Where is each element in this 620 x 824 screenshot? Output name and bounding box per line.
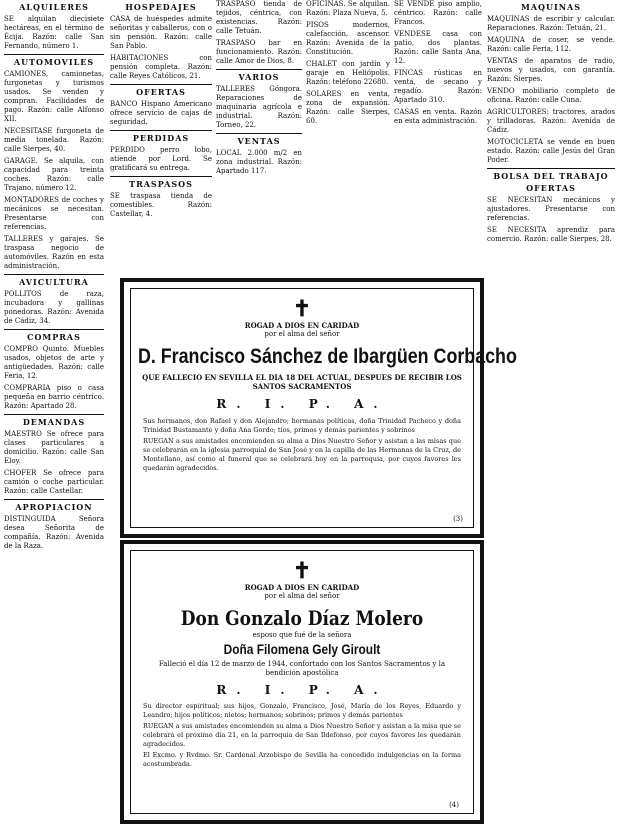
classified-ad: CHALET con jardín y garaje en Heliópolis. Razón: teléfono 22680.	[306, 60, 390, 86]
column-3	[216, 0, 302, 276]
classified-ad: DISTINGUIDA Señora desea Señorita de compañía. Razón: Avenida de la Raza.	[4, 515, 104, 550]
classified-ad: VENDO mobiliario completo de oficina. Razón: calle Cuna.	[487, 87, 615, 104]
notice-inner-border	[130, 550, 474, 814]
classified-ad: PISOS modernos, calefacción, ascensor. Razón: Avenida de la Constitución.	[306, 21, 390, 56]
divider	[4, 329, 104, 330]
classified-ad: NECESITASE furgoneta de media tonelada. Razón: calle Sierpes, 40.	[4, 127, 104, 153]
classified-ad: VENTAS de aparatos de radio, nuevos y usados, con garantía. Razón: Sierpes.	[487, 57, 615, 83]
ripa-text: R. I. P. A.	[216, 397, 388, 411]
section-heading: HOSPEDAJES	[125, 2, 197, 12]
classified-ad: GARAGE. Se alquila, con capacidad para treinta coches. Razón: calle Trajano, número 12.	[4, 157, 104, 192]
classified-ad: TRASPASO tienda de tejidos, céntrica, con existencias. Razón: calle Tetuán.	[216, 0, 302, 35]
section-heading: AVICULTURA	[19, 277, 89, 287]
divider	[110, 130, 212, 131]
classified-ad: SE NECESITA aprendiz para comercio. Razón: calle Sierpes, 28.	[487, 226, 615, 243]
classified-ad: AGRICULTORES: tractores, arados y trilladoras. Razón: Avenida de Cádiz.	[487, 108, 615, 134]
notice-prayer: ROGAD A DIOS EN CARIDAD	[244, 583, 360, 592]
notice-date-line: QUE FALLECIO EN SEVILLA EL DIA 18 DEL ACTUAL, DESPUES DE RECIBIR LOS SANTOS SACRAMENTOS	[142, 373, 462, 391]
section-heading: OFERTAS	[136, 87, 186, 97]
section-heading: BOLSA DEL TRABAJO	[493, 171, 609, 181]
classified-ad: COMPRO Quinto. Muebles usados, objetos de arte y antigüedades. Razón: calle Feria, 12.	[4, 345, 104, 380]
notice-indulgence: El Excmo. y Rvdmo. Sr. Cardenal Arzobispo de Sevilla ha concedido indulgencias en la forma acostumbrada.	[143, 751, 461, 768]
classified-ad: CHOFER Se ofrece para camión o coche particular. Razón: calle Castellar.	[4, 469, 104, 495]
column-2	[110, 0, 212, 276]
classified-ad: SE NECESITAN mecánicos y ajustadores. Presentarse con referencias.	[487, 196, 615, 222]
cross-icon: ✝	[292, 296, 312, 322]
divider	[487, 168, 615, 169]
notice-subtitle: por el alma del señor	[264, 592, 340, 600]
notice-prayer: ROGAD A DIOS EN CARIDAD	[244, 321, 360, 330]
divider	[4, 274, 104, 275]
classified-ad: MOTOCICLETA se vende en buen estado. Razón: calle Jesús del Gran Poder.	[487, 138, 615, 164]
deceased-name: Don Gonzalo Díaz Molero	[180, 606, 424, 630]
classified-ad: SE alquilan diecisiete hectáreas, en el término de Écija. Razón: calle San Fernando, número 1.	[4, 15, 104, 50]
classified-ad: PERDIDO perro lobo, atiende por Lord. Se gratificará su entrega.	[110, 146, 212, 172]
classified-ad: MAQUINA de coser, se vende. Razón: calle Feria, 112.	[487, 36, 615, 53]
notice-spouse-line: esposo que fué de la señora	[252, 631, 352, 639]
section-heading: VENTAS	[237, 136, 281, 146]
notice-family: Su director espiritual; sus hijos, Gonzalo, Francisco, José, María de los Reyes, Eduardo y Leandro; hijos políticos; nietos; hermanos; sobrinos; primos y demás parientes	[143, 702, 461, 719]
divider	[4, 54, 104, 55]
classified-ad: OFICINAS. Se alquilan. Razón: Plaza Nueva, 5.	[306, 0, 390, 17]
divider	[110, 176, 212, 177]
classified-ad: VENDESE casa con patio, dos plantas. Razón: calle Santa Ana, 12.	[394, 30, 482, 65]
section-heading: TRASPASOS	[129, 179, 193, 189]
notice-subtitle: por el alma del señor	[264, 330, 340, 338]
section-heading: APROPIACION	[15, 502, 93, 512]
classified-ad: CAMIONES, camionetas, furgonetas y turismos usados. Se venden y compran. Facilidades de pago. Razón: calle Alfonso XII.	[4, 70, 104, 123]
deceased-name: D. Francisco Sánchez de Ibargüen Corbacho	[137, 345, 517, 368]
section-heading: COMPRAS	[27, 332, 81, 342]
classified-ad: MAQUINAS de escribir y calcular. Reparaciones. Razón: Tetuán, 21.	[487, 15, 615, 32]
obituary-notice-1	[120, 278, 517, 538]
classified-ad: TALLERES Góngora. Reparaciones de maquinaria agrícola e industrial. Razón: Torneo, 22.	[216, 85, 302, 129]
divider	[4, 414, 104, 415]
classified-ad: MONTADORES de coches y mecánicos se necesitan. Presentarse con referencias.	[4, 196, 104, 231]
spouse-name: Doña Filomena Gely Giroult	[223, 641, 381, 657]
classified-ad: TALLERES y garajes. Se traspasa negocio de automóviles. Razón en esta administración.	[4, 235, 104, 270]
divider	[216, 133, 302, 134]
section-heading: PERDIDAS	[132, 133, 190, 143]
ripa-text: R. I. P. A.	[216, 683, 388, 697]
classified-ad: HABITACIONES con pensión completa. Razón: calle Reyes Católicos, 21.	[110, 54, 212, 80]
notice-inner-border	[130, 288, 517, 528]
section-subheading: OFERTAS	[526, 183, 576, 193]
column-6	[487, 0, 615, 824]
section-heading: VARIOS	[238, 72, 280, 82]
notice-reference: (4)	[449, 801, 459, 809]
column-4	[306, 0, 390, 276]
section-heading: DEMANDAS	[22, 417, 86, 427]
classified-ad: POLLITOS de raza, incubadora y gallinas ponedoras. Razón: Avenida de Cádiz, 34.	[4, 290, 104, 325]
classified-ad: SE traspasa tienda de comestibles. Razón: Castellar, 4.	[110, 192, 212, 218]
divider	[4, 499, 104, 500]
classified-ad: CASAS en venta. Razón en esta administración.	[394, 108, 482, 125]
divider	[216, 69, 302, 70]
classified-ad: BANCO Hispano Americano ofrece servicio de cajas de seguridad.	[110, 100, 212, 126]
divider	[110, 84, 212, 85]
section-heading: ALQUILERES	[19, 2, 89, 12]
classified-ad: CASA de huéspedes admite señoritas y caballeros, con o sin pensión. Razón: calle San Pablo.	[110, 15, 212, 50]
classified-ad: COMPRARIA piso o casa pequeña en barrio céntrico. Razón: Apartado 28.	[4, 384, 104, 410]
classified-ad: TRASPASO bar en funcionamiento. Razón: calle Amor de Dios, 8.	[216, 39, 302, 65]
cross-icon: ✝	[292, 558, 312, 584]
classified-ad: SE VENDE piso amplio, céntrico. Razón: calle Francos.	[394, 0, 482, 26]
notice-request: RUEGAN a sus amistades encomienden su alma a Dios Nuestro Señor y asistan a la misa que se celebrará el próximo día 21, en la parroquia de San Ildefonso, por cuyos favores les quedarán agradecidos.	[143, 722, 461, 748]
section-heading: AUTOMOVILES	[13, 57, 95, 67]
column-5	[394, 0, 482, 276]
obituary-notice-2	[120, 540, 484, 824]
classified-ad: LOCAL 2.000 m/2 en zona industrial. Razón: Apartado 117.	[216, 149, 302, 175]
classified-ad: MAESTRO Se ofrece para clases particulares a domicilio. Razón: calle San Eloy.	[4, 430, 104, 465]
notice-family: Sus hermanos, don Rafael y don Alejandro; hermanas políticas, doña Trinidad Pacheco y doña Trinidad Bustamante y doña Ana Gordo; tíos, primos y demás parientes y sobrinos	[143, 417, 461, 434]
column-1	[4, 0, 104, 824]
notice-reference: (3)	[453, 515, 463, 523]
classified-ad: SOLARES en venta, zona de expansión. Razón: calle Sierpes, 60.	[306, 90, 390, 125]
classified-ad: FINCAS rústicas en venta, de secano y regadío. Razón: Apartado 310.	[394, 69, 482, 104]
notice-request: RUEGAN a sus amistades encomienden su alma a Dios Nuestro Señor y asistan a las misas que se celebrarán en la iglesia parroquial de San José y en la capilla de las Hermanas de la Cruz, de Montellano, así como al funeral que se celebrará hoy en la parroquia, por cuyos favores les quedarán agradecidos.	[143, 437, 461, 472]
notice-date-line: Falleció el día 12 de marzo de 1944, confortado con los Santos Sacramentos y la bendición apostólica	[158, 660, 446, 677]
section-heading: MAQUINAS	[520, 2, 582, 12]
